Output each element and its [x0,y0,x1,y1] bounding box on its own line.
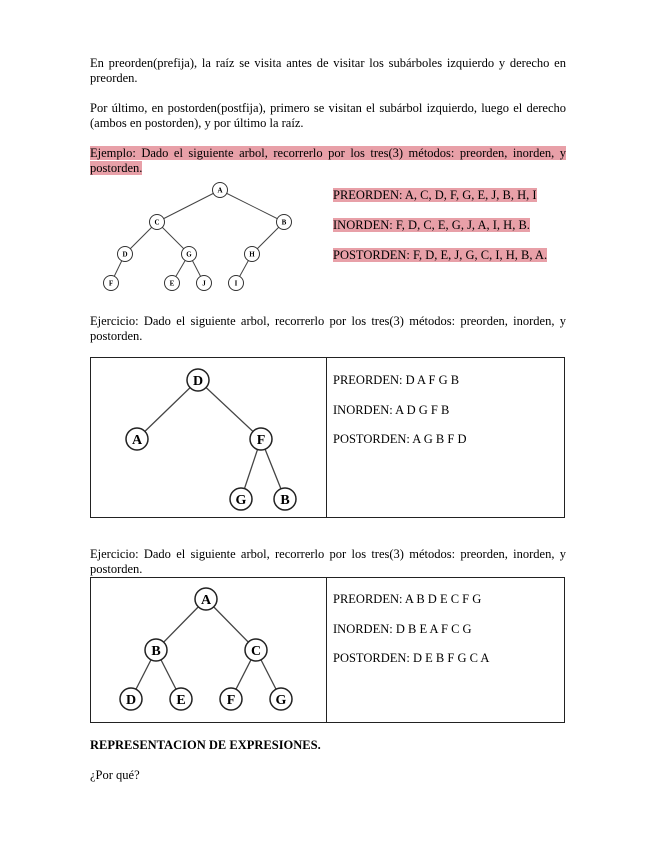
example-node-h [245,247,260,262]
svg-text:C: C [154,218,160,227]
paragraph-postorden: Por último, en postorden(postfija), primero se visitan el subárbol izquierdo, luego el derecho (ambos en postorden), y por último la raíz. [90,101,566,130]
svg-text:B: B [280,493,290,508]
svg-text:D: D [192,374,204,389]
exercise1-tree-nodes [126,369,296,510]
exercise2-tree [110,582,310,718]
svg-text:B: B [151,644,161,659]
exercise1-preorden: PREORDEN: D A F G B [333,373,460,387]
svg-text:G: G [275,693,287,708]
example-tree-edges [111,190,284,283]
exercise2-prompt: Ejercicio: Dado el siguiente arbol, recorrerlo por los tres(3) métodos: preorden, inorden, y postorden. [90,547,566,576]
exercise2-node-b [145,639,167,661]
exercise1-inorden: INORDEN: A D G F B [333,403,450,417]
exercise2-node-f [220,688,242,710]
exercise2-node-e [170,688,192,710]
example-tree-nodes [104,183,292,291]
exercise2-node-d [120,688,142,710]
svg-text:C: C [250,644,262,659]
svg-text:F: F [256,433,266,448]
exercise2-tree-nodes [120,588,292,710]
svg-text:E: E [169,279,175,288]
question-text: ¿Por qué? [90,768,140,782]
svg-text:E: E [176,693,186,708]
section-heading: REPRESENTACION DE EXPRESIONES. [90,738,321,752]
svg-text:I: I [234,279,238,288]
svg-text:D: D [125,693,137,708]
exercise1-node-f [250,428,272,450]
exercise1-node-a [126,428,148,450]
svg-text:H: H [249,250,255,259]
example-node-j [197,276,212,291]
example-prompt-text: Ejemplo: Dado el siguiente arbol, recorrerlo por los tres(3) métodos: preorden, inorden, y postorden. [90,146,566,175]
example-preorden-text: PREORDEN: A, C, D, F, G, E, J, B, H, I [333,188,537,202]
example-node-i [229,276,244,291]
svg-text:F: F [226,693,236,708]
example-preorden [333,188,537,203]
exercise2-node-g [270,688,292,710]
exercise1-tree [100,362,320,514]
example-prompt [90,146,566,176]
svg-text:A: A [131,433,143,448]
svg-text:B: B [281,218,287,227]
exercise2-inorden: INORDEN: D B E A F C G [333,622,472,636]
example-node-g [182,247,197,262]
exercise2-preorden: PREORDEN: A B D E C F G [333,592,482,606]
svg-text:F: F [108,279,114,288]
example-postorden [333,248,547,263]
exercise1-postorden: POSTORDEN: A G B F D [333,432,467,446]
exercise1-node-d [187,369,209,391]
svg-text:A: A [200,593,212,608]
svg-text:D: D [122,250,128,259]
example-postorden-text: POSTORDEN: F, D, E, J, G, C, I, H, B, A. [333,248,548,262]
example-node-d [118,247,133,262]
paragraph-preorden: En preorden(prefija), la raíz se visita antes de visitar los subárboles izquierdo y derecho en preorden. [90,56,566,85]
exercise2-node-a [195,588,217,610]
exercise2-node-c [245,639,267,661]
exercise1-prompt: Ejercicio: Dado el siguiente arbol, recorrerlo por los tres(3) métodos: preorden, inorden, y postorden. [90,314,566,343]
exercise1-node-b [274,488,296,510]
example-inorden-text: INORDEN: F, D, C, E, G, J, A, I, H, B. [333,218,530,232]
svg-text:G: G [235,493,247,508]
exercise1-node-g [230,488,252,510]
example-node-e [165,276,180,291]
example-tree [95,178,305,296]
example-inorden [333,218,530,233]
exercise2-postorden: POSTORDEN: D E B F G C A [333,651,490,665]
svg-text:J: J [202,279,206,288]
svg-text:A: A [217,186,223,195]
example-node-a [213,183,228,198]
example-node-c [150,215,165,230]
example-node-f [104,276,119,291]
svg-text:G: G [186,250,192,259]
example-node-b [277,215,292,230]
